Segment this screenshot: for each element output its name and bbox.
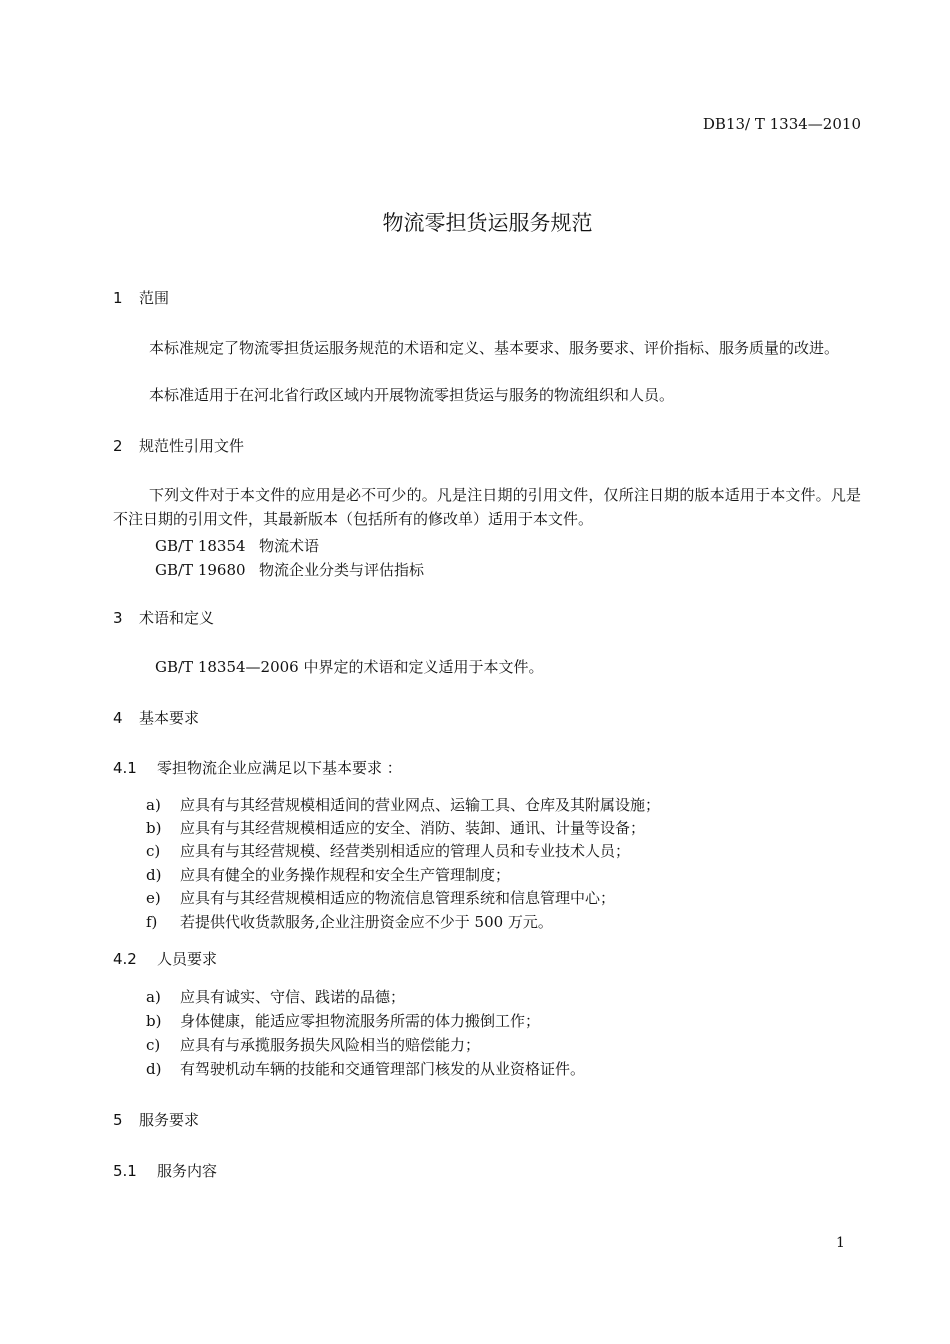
list-marker: d) xyxy=(146,866,162,884)
section-title: 服务要求 xyxy=(139,1111,200,1129)
section-1-paragraph-1: 本标准规定了物流零担货运服务规范的术语和定义、基本要求、服务要求、评价指标、服务质量的改进。 xyxy=(149,339,840,357)
list-text: 应具有与其经营规模相适应的物流信息管理系统和信息管理中心； xyxy=(180,889,616,907)
list-marker: a) xyxy=(146,796,161,814)
list-text: 应具有与其经营规模、经营类别相适应的管理人员和专业技术人员； xyxy=(180,842,631,860)
section-5-heading xyxy=(113,1109,199,1130)
section-title: 规范性引用文件 xyxy=(139,437,245,455)
document-title: 物流零担货运服务规范 xyxy=(382,211,593,235)
list-marker: b) xyxy=(146,1012,162,1030)
reference-name: 物流企业分类与评估指标 xyxy=(259,561,425,579)
section-4-heading xyxy=(113,707,199,728)
section-1-heading xyxy=(113,287,169,308)
list-marker: c) xyxy=(146,842,161,860)
list-text: 应具有诚实、守信、践诺的品德； xyxy=(180,988,406,1006)
section-number: 5 xyxy=(113,1111,123,1129)
list-marker: d) xyxy=(146,1060,162,1078)
section-3-heading xyxy=(113,607,214,628)
subsection-number: 5.1 xyxy=(113,1162,137,1180)
list-text: 应具有健全的业务操作规程和安全生产管理制度； xyxy=(180,866,511,884)
list-item xyxy=(146,817,645,838)
list-text: 应具有与其经营规模相适应的安全、消防、装卸、通讯、计量等设备； xyxy=(180,819,646,837)
reference-name: 物流术语 xyxy=(259,537,320,555)
list-item xyxy=(146,911,553,932)
reference-item xyxy=(155,535,319,556)
section-title: 基本要求 xyxy=(139,709,200,727)
list-item xyxy=(146,1058,585,1079)
section-number: 4 xyxy=(113,709,123,727)
list-item xyxy=(146,840,630,861)
list-text: 应具有与承揽服务损失风险相当的赔偿能力； xyxy=(180,1036,481,1054)
list-marker: a) xyxy=(146,988,161,1006)
section-4-2-heading xyxy=(113,948,217,969)
list-text: 有驾驶机动车辆的技能和交通管理部门核发的从业资格证件。 xyxy=(180,1060,586,1078)
section-4-1-heading xyxy=(113,757,402,778)
subsection-title: 人员要求 xyxy=(157,950,218,968)
document-code: DB13/ T 1334—2010 xyxy=(702,115,861,133)
section-title: 术语和定义 xyxy=(139,609,215,627)
subsection-title: 服务内容 xyxy=(157,1162,218,1180)
list-item xyxy=(146,864,510,885)
reference-item xyxy=(155,559,424,580)
subsection-number: 4.1 xyxy=(113,759,137,777)
list-marker: f) xyxy=(146,913,158,931)
list-item xyxy=(146,1010,540,1031)
list-text: 若提供代收货款服务,企业注册资金应不少于 500 万元。 xyxy=(180,913,553,931)
section-5-1-heading xyxy=(113,1160,217,1181)
reference-code: GB/T 18354 xyxy=(155,537,246,555)
section-2-heading xyxy=(113,435,244,456)
section-number: 2 xyxy=(113,437,123,455)
list-item xyxy=(146,887,615,908)
reference-code: GB/T 19680 xyxy=(155,561,246,579)
section-number: 3 xyxy=(113,609,123,627)
section-3-paragraph-1: GB/T 18354—2006 中界定的术语和定义适用于本文件。 xyxy=(155,658,544,676)
list-item xyxy=(146,986,405,1007)
list-marker: b) xyxy=(146,819,162,837)
list-text: 应具有与其经营规模相适间的营业网点、运输工具、仓库及其附属设施； xyxy=(180,796,661,814)
section-2-paragraph-1: 下列文件对于本文件的应用是必不可少的。凡是注日期的引用文件，仅所注日期的版本适用于本文件。凡是不注日期的引用文件，其最新版本（包括所有的修改单）适用于本文件。 xyxy=(113,486,861,528)
section-title: 范围 xyxy=(139,289,170,307)
section-1-paragraph-2: 本标准适用于在河北省行政区域内开展物流零担货运与服务的物流组织和人员。 xyxy=(149,386,675,404)
list-marker: c) xyxy=(146,1036,161,1054)
list-item xyxy=(146,794,660,815)
section-number: 1 xyxy=(113,289,123,307)
subsection-number: 4.2 xyxy=(113,950,137,968)
list-marker: e) xyxy=(146,889,161,907)
subsection-title: 零担物流企业应满足以下基本要求 ： xyxy=(157,759,402,777)
list-text: 身体健康，能适应零担物流服务所需的体力搬倒工作； xyxy=(180,1012,541,1030)
page-number: 1 xyxy=(836,1235,845,1251)
list-item xyxy=(146,1034,480,1055)
